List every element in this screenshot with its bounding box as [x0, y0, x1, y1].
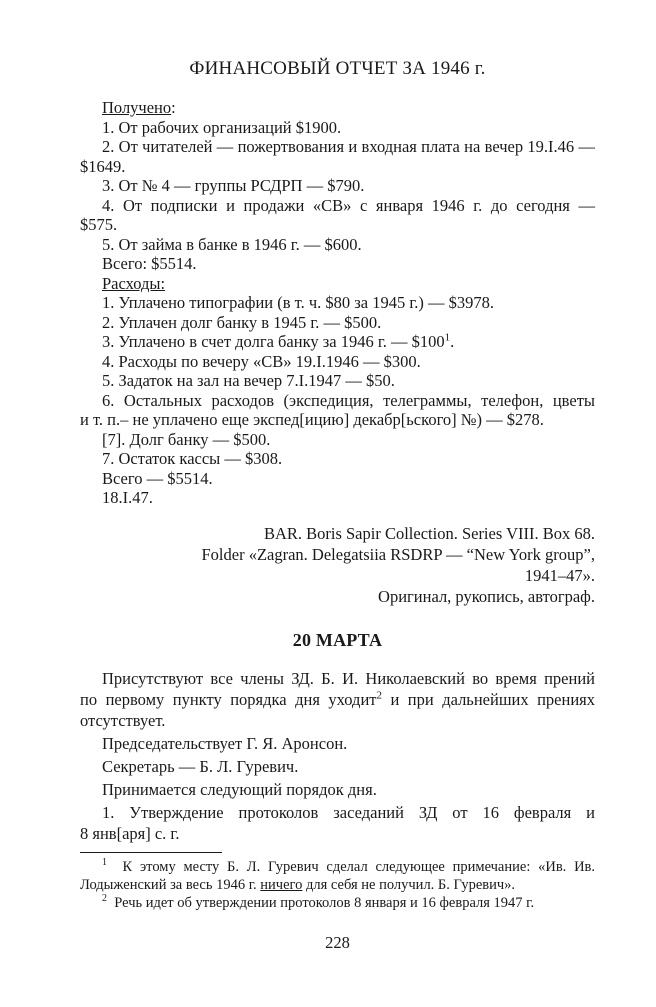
archival-source: [80, 523, 595, 607]
expense-total: Всего — $5514.: [102, 468, 213, 488]
footnotes: [80, 858, 595, 912]
section-date-heading: 20 МАРТА: [292, 630, 383, 650]
expense-line: 2. Уплачен долг банку в 1945 г. — $500.: [102, 312, 382, 332]
financial-report: [80, 98, 595, 508]
expense-line: 3. Уплачено в счет долга банку за 1946 г. — $\$100^1$.: [102, 331, 455, 351]
expense-line: 4. Расходы по вечеру «СВ» 19.I.1946 — $300.: [102, 351, 421, 371]
minutes-paragraph: Председательствует Г. Я. Аронсон.: [102, 734, 348, 753]
received-line: 1. От рабочих организаций $1900.: [102, 117, 342, 137]
source-line: 1941–47».: [524, 566, 595, 585]
footnote-separator: [80, 852, 222, 853]
report-title: ФИНАНСОВЫЙ ОТЧЕТ ЗА 1946 г.: [189, 58, 486, 79]
footnote-ref-1: 1: [444, 331, 451, 344]
footnote-1: $^1$ К этому месту Б. Л. Гуревич сделал следующее примечание: «Ив. Ив.: [102, 857, 596, 875]
expense-line: 6. Остальных расходов (экспедиция, телеграммы, телефон, цветы: [102, 390, 595, 410]
source-line: BAR. Boris Sapir Collection. Series VIII. Box 68.: [263, 524, 595, 543]
minutes-paragraph: Секретарь — Б. Л. Гуревич.: [102, 757, 299, 776]
expense-line: 7. Остаток кассы — $308.: [102, 449, 283, 468]
footnote-ref-2: 2: [376, 689, 382, 702]
minutes-paragraph: 1. Утверждение протоколов заседаний ЗД от 16 февраля и 8 янв[аря] с. г.: [80, 803, 595, 843]
expense-line: 1. Уплачено типографии (в т. ч. $80 за 1945 г.) — $3978.: [102, 293, 495, 312]
received-heading: Получено:: [102, 98, 176, 117]
report-date: 18.I.47.: [102, 488, 153, 507]
expense-line: 5. Задаток на зал на вечер 7.I.1947 — $50.: [102, 371, 395, 390]
source-line: Оригинал, рукопись, автограф.: [378, 587, 595, 606]
received-line: $1649.: [80, 156, 126, 176]
received-total: Всего: $5514.: [102, 254, 197, 273]
expense-line: и т. п.– не уплачено еще экспед[ицию] декабр[ьского] №) — $278.: [80, 410, 544, 429]
source-line: Folder «Zagran. Delegatsiia RSDRP — “New York group”,: [201, 545, 595, 564]
footnote-2: $^2$ Речь идет об утверждении протоколов 8 января и 16 февраля 1947 г.: [102, 893, 535, 911]
minutes-paragraph: Присутствуют все члены ЗД. Б. И. Николаевский во время прений по первому пункту порядка дня уходит$^2$ и при дальнейших прениях отсутствует.: [80, 669, 595, 730]
expense-line: [7]. Долг банку — $500.: [102, 429, 271, 449]
minutes-paragraph: Принимается следующий порядок дня.: [102, 780, 377, 799]
received-line: 3. От № 4 — группы РСДРП — $790.: [102, 176, 365, 195]
received-line: 2. От читателей — пожертвования и входная плата на вечер 19.I.46 —: [102, 137, 595, 156]
page-number: 228: [325, 933, 350, 952]
expenses-heading: Расходы:: [102, 273, 166, 293]
received-line: $575.: [80, 215, 118, 234]
received-line: 5. От займа в банке в 1946 г. — $600.: [102, 234, 362, 254]
received-line: 4. От подписки и продажи «СВ» с января 1946 г. до сегодня —: [102, 195, 595, 215]
meeting-minutes: [80, 668, 595, 846]
footnote-1-cont: Лодыженский за весь 1946 г. ничего для себя не получил. Б. Гуревич».: [80, 877, 516, 893]
